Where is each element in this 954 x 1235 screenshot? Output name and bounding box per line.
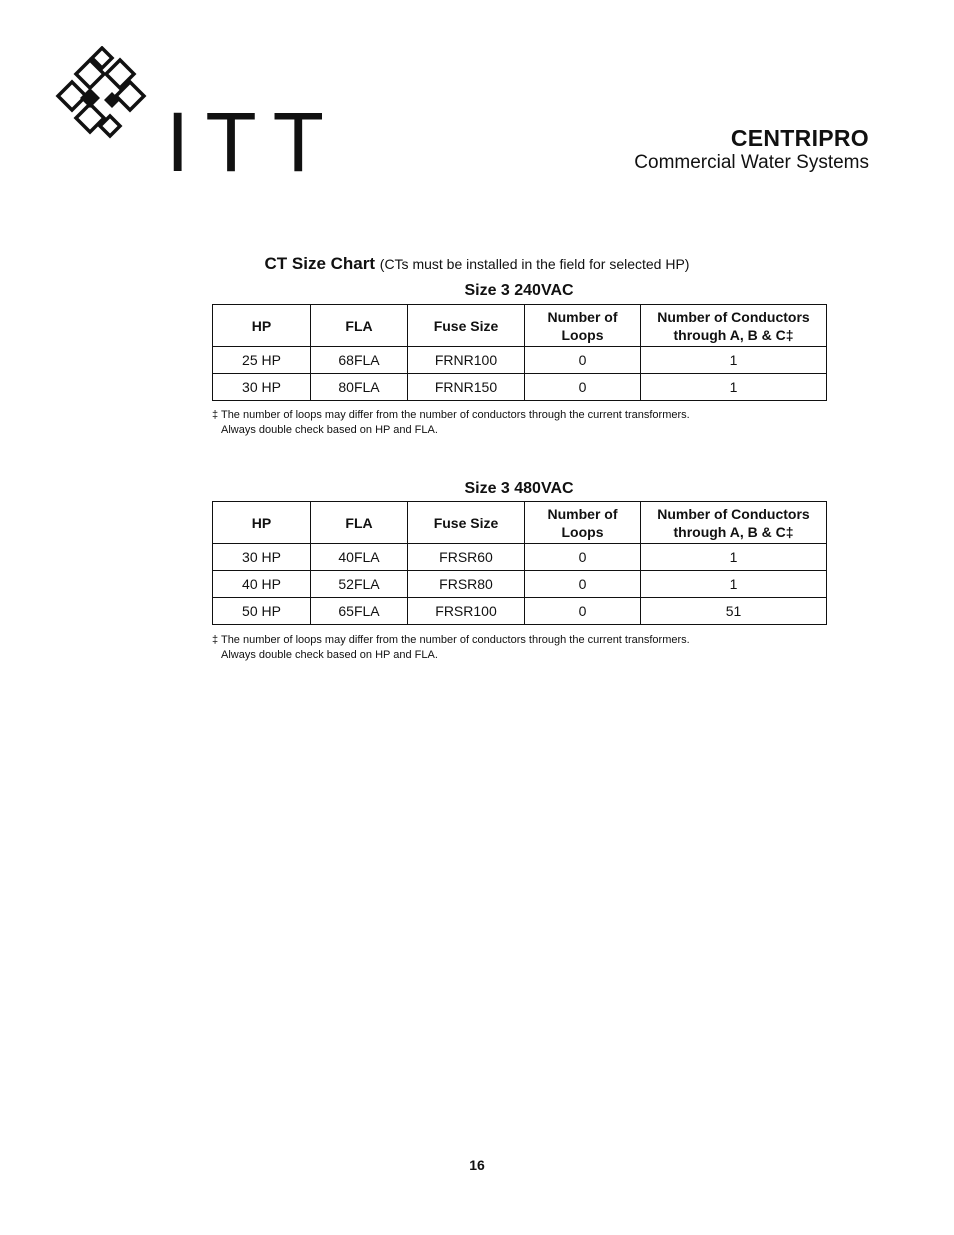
cell-hp: 50 HP <box>213 598 311 625</box>
footnote-240vac <box>212 408 826 438</box>
table-title-240vac: Size 3 240VAC <box>464 282 574 299</box>
cell-hp: 40 HP <box>213 571 311 598</box>
cell-fuse: FRSR80 <box>408 571 525 598</box>
table-header-row <box>213 305 827 347</box>
cell-fuse: FRSR60 <box>408 544 525 571</box>
cell-fuse: FRNR100 <box>408 347 525 374</box>
cell-loops: 0 <box>525 347 641 374</box>
cell-fuse: FRNR150 <box>408 374 525 401</box>
cell-conductors: 1 <box>641 571 827 598</box>
cell-hp: 30 HP <box>213 374 311 401</box>
footnote-line1: ‡ The number of loops may differ from the number of conductors through the current transformers. <box>212 409 690 421</box>
footnote-480vac <box>212 633 826 663</box>
header-fla: FLA <box>311 305 408 347</box>
ct-table-240vac <box>212 304 827 401</box>
chart-title-note: (CTs must be installed in the field for selected HP) <box>379 256 690 272</box>
header-conductors: Number of Conductors through A, B & C‡ <box>641 305 827 347</box>
footnote-line1: ‡ The number of loops may differ from the number of conductors through the current transformers. <box>212 634 690 646</box>
header-hp: HP <box>213 305 311 347</box>
table-title-480vac: Size 3 480VAC <box>464 480 574 497</box>
itt-logo-mark-icon <box>54 46 148 142</box>
cell-fla: 68FLA <box>311 347 408 374</box>
header-fla: FLA <box>311 502 408 544</box>
cell-loops: 0 <box>525 544 641 571</box>
cell-conductors: 1 <box>641 544 827 571</box>
header-conductors: Number of Conductors through A, B & C‡ <box>641 502 827 544</box>
cell-fla: 80FLA <box>311 374 408 401</box>
brand-block <box>634 124 869 174</box>
cell-fla: 52FLA <box>311 571 408 598</box>
cell-fla: 40FLA <box>311 544 408 571</box>
table-row <box>213 374 827 401</box>
table-row <box>213 347 827 374</box>
table-row <box>213 544 827 571</box>
cell-conductors: 51 <box>641 598 827 625</box>
page-number: 16 <box>469 1157 485 1173</box>
cell-conductors: 1 <box>641 347 827 374</box>
header-hp: HP <box>213 502 311 544</box>
cell-loops: 0 <box>525 571 641 598</box>
cell-hp: 25 HP <box>213 347 311 374</box>
table-row <box>213 571 827 598</box>
cell-loops: 0 <box>525 598 641 625</box>
chart-title-main: CT Size Chart <box>264 254 376 273</box>
header-loops: Number of Loops <box>525 502 641 544</box>
cell-hp: 30 HP <box>213 544 311 571</box>
table-row <box>213 598 827 625</box>
header-fuse-size: Fuse Size <box>408 502 525 544</box>
ct-table-480vac <box>212 501 827 625</box>
itt-logo-text: ITT <box>166 95 340 189</box>
header-loops: Number of Loops <box>525 305 641 347</box>
header-fuse-size: Fuse Size <box>408 305 525 347</box>
brand-name: CENTRIPRO <box>730 125 869 151</box>
footnote-line2: Always double check based on HP and FLA. <box>221 649 438 661</box>
brand-subtitle: Commercial Water Systems <box>634 152 869 173</box>
cell-fla: 65FLA <box>311 598 408 625</box>
footnote-line2: Always double check based on HP and FLA. <box>221 424 438 436</box>
cell-conductors: 1 <box>641 374 827 401</box>
table-header-row <box>213 502 827 544</box>
chart-title <box>0 253 954 275</box>
cell-loops: 0 <box>525 374 641 401</box>
cell-fuse: FRSR100 <box>408 598 525 625</box>
